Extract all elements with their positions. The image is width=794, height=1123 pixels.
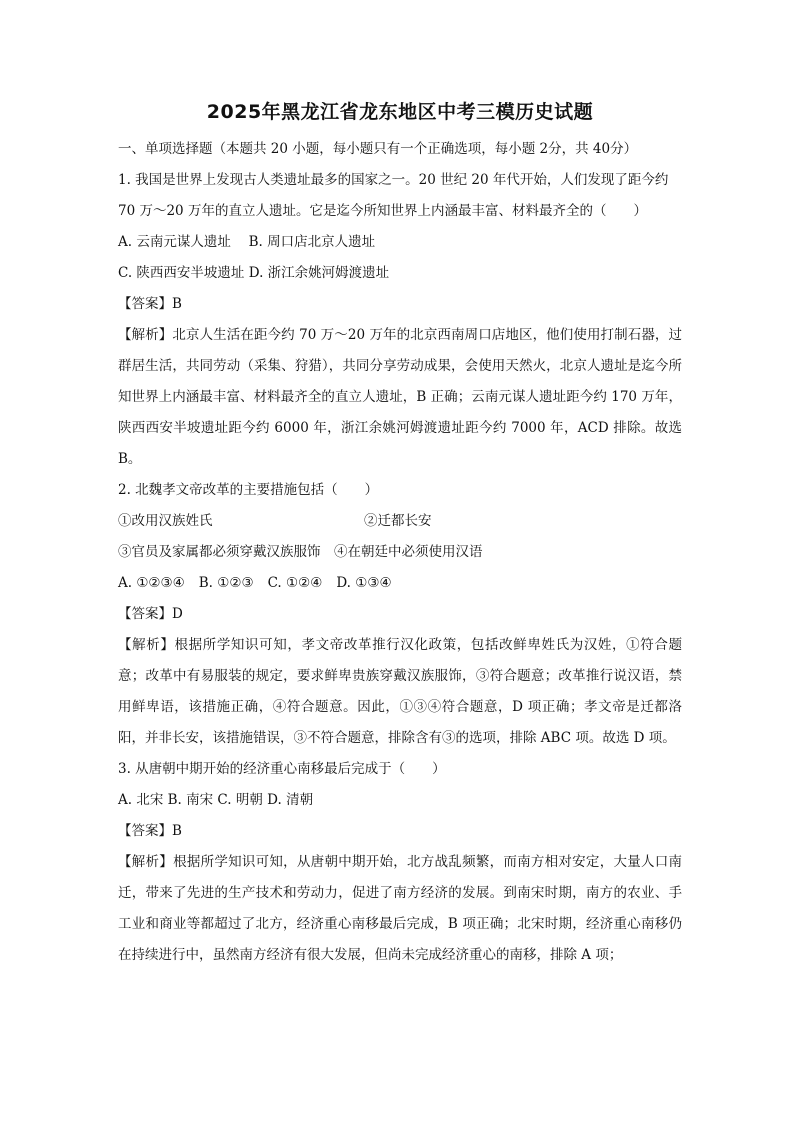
analysis-tag: 【解析】 xyxy=(118,854,174,870)
analysis-text: 北京人生活在距今约 70 万～20 万年的北京西南周口店地区，他们使用打制石器，过群居生活，共同劳动（采集、狩猎），共同分享劳动成果，会使用天然火，北京人遗址是迄今所知世界上内涵最丰富、材料最齐全的直立人遗址，B 正确；云南元谋人遗址距今约 170 万年，陕西西安半坡遗址距今约 6000 年，浙江余姚河姆渡遗址距今约 7000 年，ACD 排除。故选 B。 xyxy=(118,327,683,467)
statement-item: ①改用汉族姓氏 xyxy=(118,513,213,529)
option-d: D. ①③④ xyxy=(336,575,392,591)
option-line xyxy=(118,568,682,599)
analysis-text: 根据所学知识可知，孝文帝改革推行汉化政策，包括改鲜卑姓氏为汉姓，①符合题意；改革中有易服装的规定，要求鲜卑贵族穿戴汉族服饰，③符合题意；改革推行说汉语，禁用鲜卑语，该措施正确，④符合题意。因此，①③④符合题意，D 项正确；孝文帝是迁都洛阳，并非长安，该措施错误，③不符合题意，排除含有③的选项，排除 ABC 项。故选 D 项。 xyxy=(118,637,683,746)
answer-line xyxy=(118,599,682,630)
option-line: A. 云南元谋人遗址 B. 周口店北京人遗址 xyxy=(118,234,376,250)
analysis-paragraph xyxy=(118,847,682,971)
question-stem-line: 2. 北魏孝文帝改革的主要措施包括（ ） xyxy=(118,482,379,498)
analysis-paragraph xyxy=(118,320,682,475)
section-heading: 一、单项选择题（本题共 20 小题，每小题只有一个正确选项，每小题 2分，共 40分） xyxy=(118,141,638,157)
answer-value: D xyxy=(172,606,183,622)
statement-row xyxy=(118,506,682,537)
option-line: C. 陕西西安半坡遗址 D. 浙江余姚河姆渡遗址 xyxy=(118,265,390,281)
option-line: A. 北宋 B. 南宋 C. 明朝 D. 清朝 xyxy=(118,792,314,808)
answer-line xyxy=(118,816,682,847)
analysis-text: 根据所学知识可知，从唐朝中期开始，北方战乱频繁，而南方相对安定，大量人口南迁，带来了先进的生产技术和劳动力，促进了南方经济的发展。到南宋时期，南方的农业、手工业和商业等都超过了北方，经济重心南移最后完成，B 项正确；北宋时期，经济重心南移仍在持续进行中，虽然南方经济有很大发展，但尚未完成经济重心的南移，排除 A 项； xyxy=(118,854,683,963)
statement-item: ②迁都长安 xyxy=(364,513,432,529)
analysis-tag: 【解析】 xyxy=(118,637,175,653)
answer-line xyxy=(118,289,682,320)
analysis-paragraph xyxy=(118,630,682,754)
answer-tag: 【答案】 xyxy=(118,296,172,312)
answer-tag: 【答案】 xyxy=(118,606,172,622)
question-2 xyxy=(118,475,682,754)
question-stem-line: 3. 从唐朝中期开始的经济重心南移最后完成于（ ） xyxy=(118,761,446,777)
option-c: C. ①②④ xyxy=(267,575,323,591)
question-3 xyxy=(118,754,682,971)
question-stem-line: 70 万～20 万年的直立人遗址。它是迄今所知世界上内涵最丰富、材料最齐全的（ ） xyxy=(118,203,647,219)
option-b: B. ①②③ xyxy=(198,575,254,591)
answer-value: B xyxy=(172,823,182,839)
answer-value: B xyxy=(172,296,182,312)
option-a: A. ①②③④ xyxy=(118,575,185,591)
answer-tag: 【答案】 xyxy=(118,823,172,839)
question-1 xyxy=(118,165,682,475)
question-stem-line: 1. 我国是世界上发现古人类遗址最多的国家之一。20 世纪 20 年代开始，人们发现了距今约 xyxy=(118,172,669,188)
statement-row: ③官员及家属都必须穿戴汉族服饰 ④在朝廷中必须使用汉语 xyxy=(118,544,483,560)
document-title: 2025年黑龙江省龙东地区中考三模历史试题 xyxy=(206,101,594,123)
analysis-tag: 【解析】 xyxy=(118,327,173,343)
